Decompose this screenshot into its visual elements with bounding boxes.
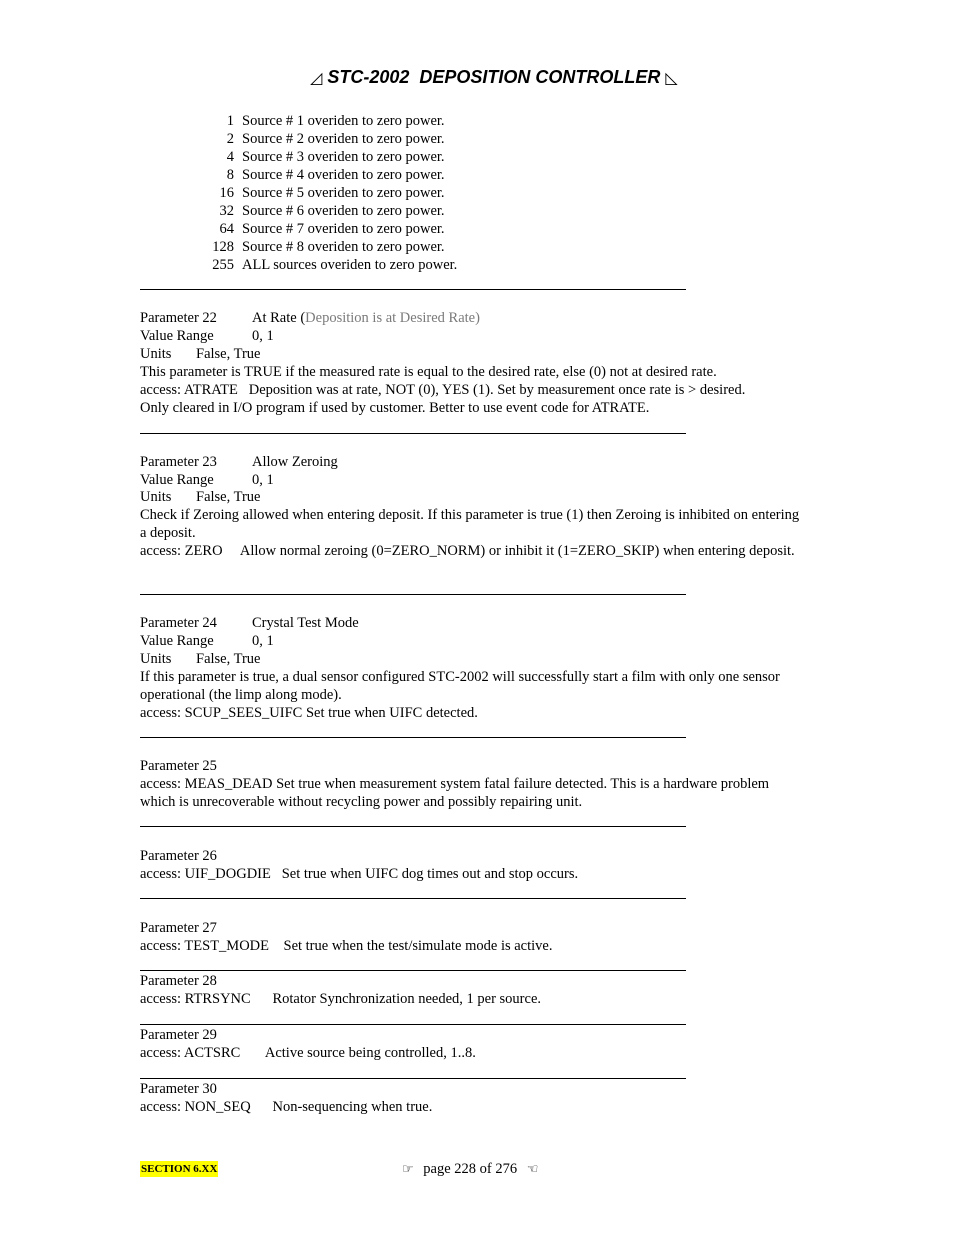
code-description: Source # 2 overiden to zero power. [242,131,445,147]
parameter-name: Allow Zeroing [252,454,338,470]
units-label: Units [140,489,172,505]
code-value: 2 [226,131,234,147]
parameter-label: Parameter 27 [140,920,217,936]
list-item [200,184,445,202]
code-description: Source # 3 overiden to zero power. [242,149,445,165]
access-line: access: ZERO Allow normal zeroing (0=ZERO_NORM) or inhibit it (1=ZERO_SKIP) when entering deposit. [140,543,795,559]
page-header [310,66,678,90]
code-value: 32 [219,203,234,219]
code-description: ALL sources overiden to zero power. [242,257,458,273]
code-value: 8 [226,167,234,183]
parameter-label: Parameter 28 [140,973,217,989]
value-range: 0, 1 [252,633,274,649]
parameter-description: If this parameter is true, a dual sensor configured STC-2002 will successfully start a film with only one sensor operational (the limp along mode). [140,669,780,703]
triangle-left-icon: ◿ [310,70,323,87]
parameter-description: This parameter is TRUE if the measured rate is equal to the desired rate, else (0) not at desired rate. [140,364,717,380]
code-description: Source # 7 overiden to zero power. [242,221,445,237]
parameter-description-extra: Only cleared in I/O program if used by customer. Better to use event code for ATRATE. [140,400,650,416]
list-item [200,112,445,130]
pointing-hand-left-icon: ☜ [526,1162,539,1177]
parameter-label: Parameter 26 [140,848,217,864]
access-line: access: NON_SEQ Non-sequencing when true. [140,1099,433,1115]
list-item [200,130,445,148]
code-value: 16 [219,185,234,201]
code-value: 128 [212,239,234,255]
section-divider [140,433,686,434]
code-value: 64 [219,221,234,237]
parameter-label: Parameter 22 [140,310,217,326]
section-divider [140,1024,686,1025]
access-line: access: TEST_MODE Set true when the test/simulate mode is active. [140,938,553,954]
section-divider [140,826,686,827]
pointing-hand-right-icon: ☞ [402,1162,414,1177]
section-tag: SECTION 6.XX [141,1163,218,1175]
parameter-name [252,309,480,327]
list-item [200,220,445,238]
value-range: 0, 1 [252,472,274,488]
value-range: 0, 1 [252,328,274,344]
section-divider [140,898,686,899]
units-value: False, True [196,489,261,505]
parameter-label: Parameter 25 [140,758,217,774]
code-description: Source # 5 overiden to zero power. [242,185,445,201]
code-description: Source # 1 overiden to zero power. [242,113,445,129]
parameter-name: Crystal Test Mode [252,615,359,631]
value-range-label: Value Range [140,328,214,344]
triangle-right-icon: ◺ [665,70,678,87]
list-item [200,256,457,274]
code-value: 4 [226,149,234,165]
section-divider [140,737,686,738]
page-number [402,1160,538,1179]
page-number-text: page 228 of 276 [423,1161,518,1177]
section-divider [140,1078,686,1079]
access-line: access: ATRATE Deposition was at rate, NOT (0), YES (1). Set by measurement once rate is > desired. [140,382,746,398]
list-item [200,238,445,256]
units-label: Units [140,346,172,362]
parameter-label: Parameter 23 [140,454,217,470]
section-divider [140,970,686,971]
code-value: 1 [226,113,234,129]
parameter-label: Parameter 29 [140,1027,217,1043]
units-value: False, True [196,651,261,667]
access-line: access: ACTSRC Active source being controlled, 1..8. [140,1045,476,1061]
access-line: access: SCUP_SEES_UIFC Set true when UIFC detected. [140,705,478,721]
access-line: access: UIF_DOGDIE Set true when UIFC dog times out and stop occurs. [140,866,579,882]
list-item [200,148,445,166]
code-description: Source # 8 overiden to zero power. [242,239,445,255]
section-divider [140,594,686,595]
parameter-title: At Rate ( [252,310,306,326]
value-range-label: Value Range [140,633,214,649]
units-value: False, True [196,346,261,362]
code-description: Source # 4 overiden to zero power. [242,167,445,183]
access-line: access: RTRSYNC Rotator Synchronization needed, 1 per source. [140,991,542,1007]
value-range-label: Value Range [140,472,214,488]
code-value: 255 [212,257,234,273]
parameter-label: Parameter 30 [140,1081,217,1097]
parameter-label: Parameter 24 [140,615,217,631]
parameter-description: Check if Zeroing allowed when entering deposit. If this parameter is true (1) then Zeroing is inhibited on entering a deposit. [140,507,800,541]
units-label: Units [140,651,172,667]
header-title: STC-2002 DEPOSITION CONTROLLER [327,67,661,87]
access-line: access: MEAS_DEAD Set true when measurement system fatal failure detected. This is a hardware problem which is unrecoverable without recycling power and possibly repairing unit. [140,776,770,810]
section-divider [140,289,686,290]
list-item [200,166,445,184]
parameter-note: Deposition is at Desired Rate) [305,310,480,326]
code-description: Source # 6 overiden to zero power. [242,203,445,219]
list-item [200,202,445,220]
